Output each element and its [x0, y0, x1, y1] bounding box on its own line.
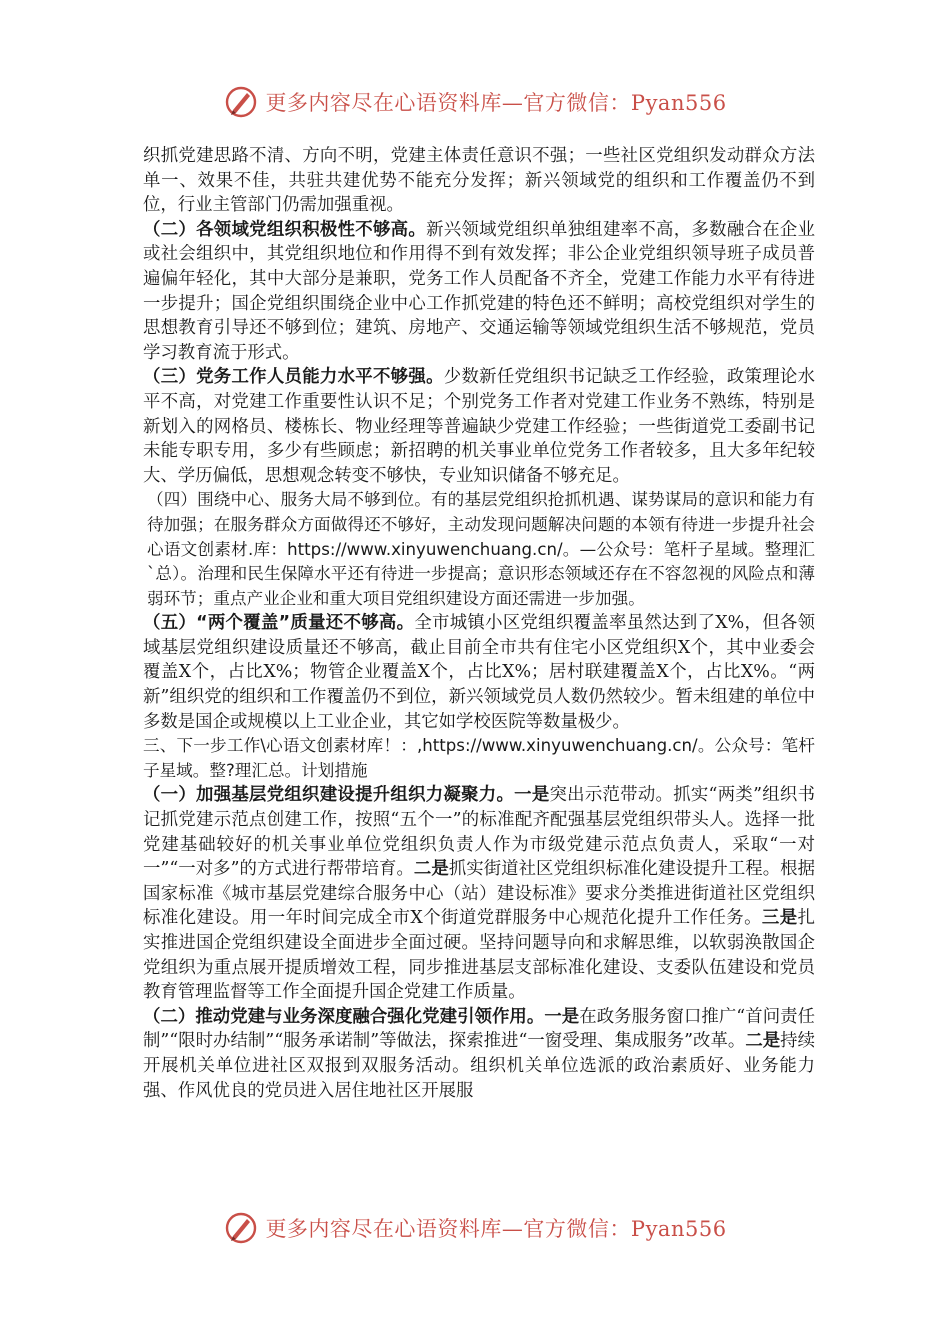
paragraph-8-point-2-text: 持续开展机关单位进社区双报到双服务活动。组织机关单位选派的政治素质好、业务能力强、作风优良的党员进入居住地社区开展服: [143, 1031, 815, 1101]
footer-banner: [0, 1208, 950, 1248]
paragraph-8-point-1-label: 一是: [544, 1006, 580, 1027]
paragraph-3-body: 少数新任党组织书记缺乏工作经验，政策理论水平不高，对党建工作重要性认识不足；个别党务工作者对党建工作业务不熟练，特别是新划入的网格员、楼栋长、物业经理等普遍缺少党建工作经验；一些街道党工委副书记未能专职专用，多少有些顾虑；新招聘的机关事业单位党务工作者较多，且大多年纪较大、学历偏低，思想观念转变不够快，专业知识储备不够充足。: [143, 367, 815, 486]
paragraph-7-point-2-label: 二是: [413, 859, 449, 880]
paragraph-2: [143, 218, 815, 366]
paragraph-8-point-1-text: 在政务服务窗口推广“首问责任制”“限时办结制”“服务承诺制”等做法，探索推进“一窗受理、集成服务”改革。: [143, 1006, 815, 1052]
paragraph-1-body: 织抓党建思路不清、方向不明，党建主体责任意识不强；一些社区党组织发动群众方法单一、效果不佳，共驻共建优势不能充分发挥；新兴领域党的组织和工作覆盖仍不到位，行业主管部门仍需加强重视。: [143, 146, 815, 216]
paragraph-5-body: 全市城镇小区党组织覆盖率虽然达到了X%，但各领域基层党组织建设质量还不够高，截止目前全市共有住宅小区党组织X个，其中业委会覆盖X个，占比X%；物管企业覆盖X个，占比X%；居村联建覆盖X个，占比X%。“两新”组织党的组织和工作覆盖仍不到位，新兴领域党员人数仍然较少。暂未组建的单位中多数是国企或规模以上工业企业，其它如学校医院等数量极少。: [143, 613, 815, 732]
paragraph-5: [143, 611, 815, 734]
paragraph-4: [143, 488, 815, 611]
paragraph-7-point-3-label: 三是: [761, 908, 798, 929]
paragraph-7-point-1-text: 突出示范带动。抓实“两类”组织书记抓党建示范点创建工作，按照“五个一”的标准配齐配强基层党组织带头人。选择一批党建基础较好的机关事业单位党组织负责人作为市级党建示范点负责人，采取“一对一”“一对多”的方式进行帮带培育。: [143, 785, 815, 880]
paragraph-3: [143, 365, 815, 488]
paragraph-2-heading: （二）各领域党组织积极性不够高。: [143, 219, 427, 240]
footer-banner-text: 更多内容尽在心语资料库—官方微信：Pyan556: [265, 1217, 727, 1241]
paragraph-7-heading: （一）加强基层党组织建设提升组织力凝聚力。: [143, 785, 515, 806]
paragraph-2-body: 新兴领域党组织单独组建率不高，多数融合在企业或社会组织中，其党组织地位和作用得不到有效发挥；非公企业党组织领导班子成员普遍偏年轻化，其中大部分是兼职，党务工作人员配备不齐全，党建工作能力水平有待进一步提升；国企党组织围绕企业中心工作抓党建的特色还不鲜明；高校党组织对学生的思想教育引导还不够到位；建筑、房地产、交通运输等领域党组织生活不够规范，党员学习教育流于形式。: [143, 219, 815, 363]
pen-logo-icon: [223, 84, 259, 120]
paragraph-3-heading: （三）党务工作人员能力水平不够强。: [143, 367, 444, 388]
pen-logo-icon: [223, 1210, 259, 1246]
paragraph-8: [143, 1005, 815, 1103]
paragraph-8-heading: （二）推动党建与业务深度融合强化党建引领作用。: [143, 1006, 545, 1027]
section-3-heading-text: 三、下一步工作\心语文创素材库！：,https://www.xinyuwenchuang.cn/。公众号：笔杆子星域。整?理汇总。计划措施: [143, 736, 815, 780]
paragraph-8-point-2-label: 二是: [745, 1031, 781, 1052]
paragraph-7-point-1-label: 一是: [514, 785, 550, 806]
header-banner: [0, 82, 950, 122]
document-body: [143, 144, 815, 1103]
paragraph-7-point-3-text: 扎实推进国企党组织建设全面进步全面过硬。坚持问题导向和求解思维，以软弱涣散国企党组织为重点展开提质增效工程，同步推进基层支部标准化建设、支委队伍建设和党员教育管理监督等工作全面提升国企党建工作质量。: [143, 908, 815, 1003]
section-3-heading: [143, 734, 815, 783]
header-banner-text: 更多内容尽在心语资料库—官方微信：Pyan556: [265, 91, 727, 115]
paragraph-4-body: （四）围绕中心、服务大局不够到位。有的基层党组织抢抓机遇、谋势谋局的意识和能力有待加强；在服务群众方面做得还不够好，主动发现问题解决问题的本领有待进一步提升社会心语文创素材.库：https://www.xinyuwenchuang.cn/。—公众号：笔杆子星域。整理汇`总）。治理和民生保障水平还有待进一步提高；意识形态领域还存在不容忽视的风险点和薄弱环节；重点产业企业和重大项目党组织建设方面还需进一步加强。: [147, 490, 815, 608]
paragraph-1: [143, 144, 815, 218]
paragraph-7: [143, 783, 815, 1004]
paragraph-5-heading: （五）“两个覆盖”质量还不够高。: [143, 613, 415, 634]
paragraph-7-point-2-text: 抓实街道社区党组织标准化建设提升工程。根据国家标准《城市基层党建综合服务中心（站）建设标准》要求分类推进街道社区党组织标准化建设。用一年时间完成全市X个街道党群服务中心规范化提升工作任务。: [143, 859, 815, 929]
